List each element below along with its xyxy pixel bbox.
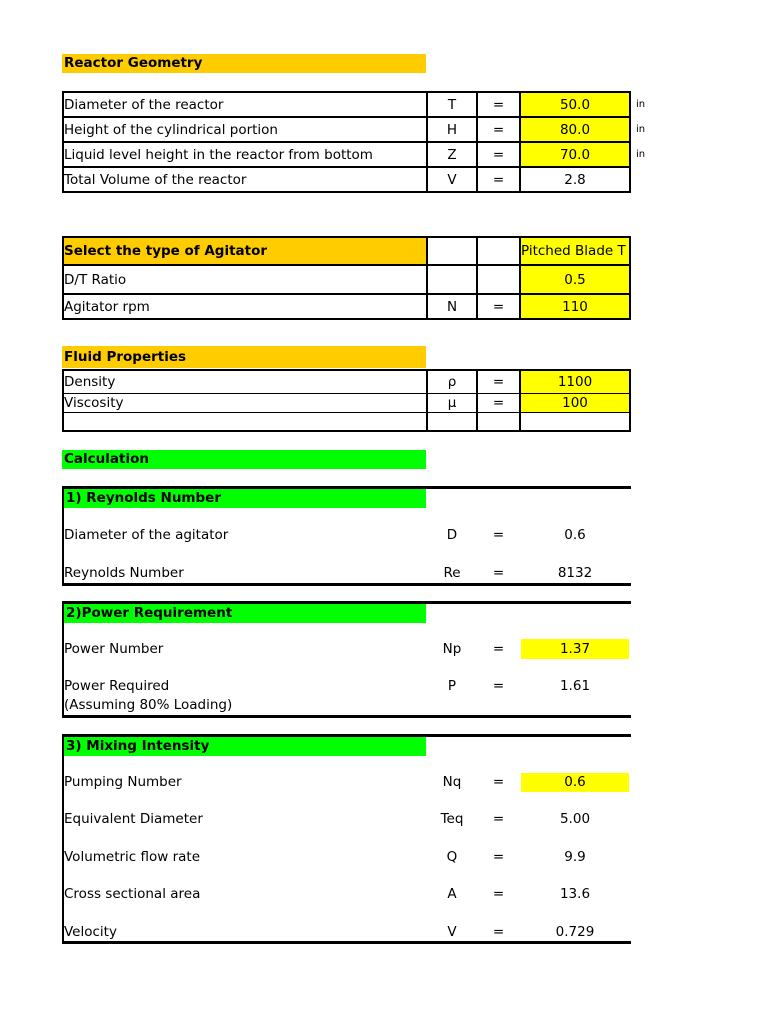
label-agitator-rpm: Agitator rpm [64, 298, 150, 315]
grid-line [62, 430, 631, 432]
label-total-volume: Total Volume of the reactor [64, 171, 247, 188]
label-reynolds-number: Reynolds Number [64, 565, 184, 581]
equals-sign: = [492, 96, 505, 113]
unit-label: in [636, 124, 646, 135]
unit-label: in [636, 149, 646, 160]
equals-sign: = [492, 849, 505, 865]
value-agitator-diameter: 0.6 [564, 527, 586, 543]
equals-sign: = [492, 565, 505, 581]
section-border-bottom [62, 715, 631, 718]
unit-label: in [636, 99, 646, 110]
symbol: Nq [442, 774, 462, 790]
label-pumping-number: Pumping Number [64, 774, 182, 790]
equals-sign: = [492, 641, 505, 657]
symbol: Re [443, 565, 461, 581]
input-agitator-rpm[interactable]: 110 [562, 298, 588, 315]
equals-sign: = [492, 678, 505, 694]
label-cross-sectional-area: Cross sectional area [64, 886, 201, 902]
symbol: Z [447, 146, 457, 163]
label-power-required: Power Required [64, 678, 170, 694]
symbol: T [447, 96, 457, 113]
equals-sign: = [492, 121, 505, 138]
grid-line [62, 191, 631, 193]
equals-sign: = [492, 298, 505, 315]
value-cross-sectional-area: 13.6 [559, 886, 591, 902]
reynolds-header: 1) Reynolds Number [64, 489, 426, 508]
value-velocity: 0.729 [555, 924, 595, 940]
value-total-volume: 2.8 [564, 171, 586, 188]
symbol: Np [442, 641, 462, 657]
input-dt-ratio[interactable]: 0.5 [564, 271, 586, 288]
equals-sign: = [492, 395, 505, 411]
calculation-header: Calculation [62, 450, 426, 469]
reactor-geometry-header: Reactor Geometry [62, 54, 426, 73]
grid-line [62, 412, 631, 413]
label-power-number: Power Number [64, 641, 164, 657]
equals-sign: = [492, 171, 505, 188]
label-density: Density [64, 374, 116, 390]
label-equivalent-diameter: Equivalent Diameter [64, 811, 203, 827]
label-volumetric-flow: Volumetric flow rate [64, 849, 201, 865]
symbol: P [447, 678, 457, 694]
symbol: V [447, 924, 457, 940]
label-viscosity: Viscosity [64, 395, 124, 411]
input-cylinder-height[interactable]: 80.0 [559, 121, 591, 138]
symbol: μ [447, 395, 457, 411]
equals-sign: = [492, 924, 505, 940]
value-equivalent-diameter: 5.00 [559, 811, 591, 827]
symbol: Teq [440, 811, 464, 827]
grid-line [629, 236, 631, 320]
symbol: ρ [447, 374, 457, 390]
input-viscosity[interactable]: 100 [562, 395, 588, 411]
section-border-bottom [62, 583, 631, 586]
label-velocity: Velocity [64, 924, 117, 940]
section-border-bottom [62, 941, 631, 944]
select-agitator-label: Select the type of Agitator [64, 243, 268, 259]
value-volumetric-flow: 9.9 [564, 849, 586, 865]
equals-sign: = [492, 774, 505, 790]
equals-sign: = [492, 374, 505, 390]
equals-sign: = [492, 811, 505, 827]
grid-line [629, 91, 631, 193]
symbol: V [447, 171, 457, 188]
symbol: D [446, 527, 458, 543]
label-agitator-diameter: Diameter of the agitator [64, 527, 229, 543]
label-dt-ratio: D/T Ratio [64, 271, 127, 288]
grid-line [629, 369, 631, 432]
label-power-loading-note: (Assuming 80% Loading) [64, 697, 233, 713]
symbol: N [446, 298, 458, 315]
input-density[interactable]: 1100 [557, 374, 593, 390]
input-power-number[interactable]: 1.37 [559, 641, 591, 657]
value-power-required: 1.61 [559, 678, 591, 694]
label-height-cylindrical: Height of the cylindrical portion [64, 121, 278, 138]
power-header: 2)Power Requirement [64, 604, 426, 623]
mixing-header: 3) Mixing Intensity [64, 737, 426, 756]
input-reactor-diameter[interactable]: 50.0 [559, 96, 591, 113]
input-pumping-number[interactable]: 0.6 [564, 774, 586, 790]
symbol: H [446, 121, 458, 138]
symbol: Q [446, 849, 458, 865]
equals-sign: = [492, 886, 505, 902]
grid-line [62, 318, 631, 320]
value-reynolds-number: 8132 [557, 565, 593, 581]
label-diameter-reactor: Diameter of the reactor [64, 96, 224, 113]
equals-sign: = [492, 146, 505, 163]
label-liquid-level: Liquid level height in the reactor from bottom [64, 146, 373, 163]
symbol: A [447, 886, 457, 902]
fluid-properties-header: Fluid Properties [62, 346, 426, 368]
equals-sign: = [492, 527, 505, 543]
agitator-type-dropdown[interactable]: Pitched Blade T [521, 243, 626, 259]
input-liquid-level[interactable]: 70.0 [559, 146, 591, 163]
section-border-left [62, 734, 64, 944]
